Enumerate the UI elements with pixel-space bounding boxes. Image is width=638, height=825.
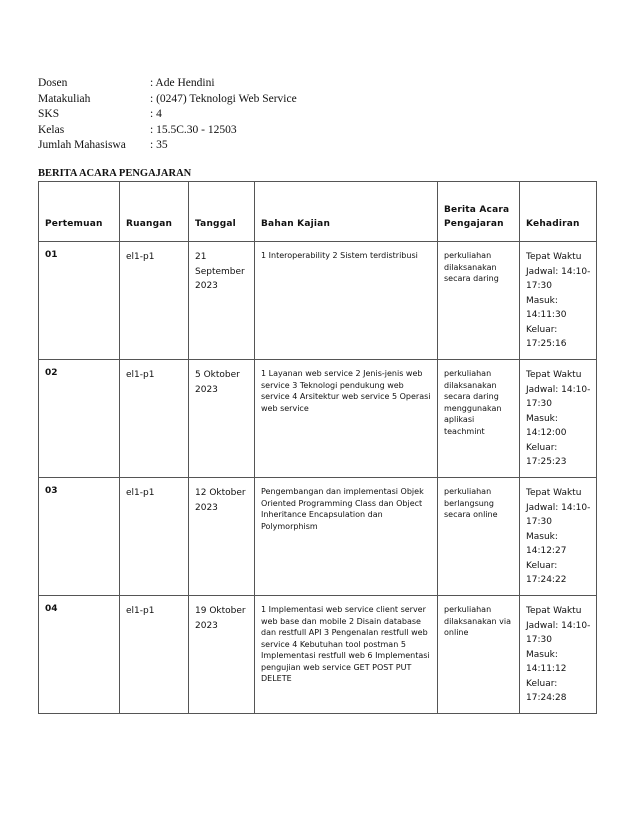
info-value: : (0247) Teknologi Web Service	[150, 92, 297, 105]
info-label: Dosen	[38, 77, 68, 89]
attendance-out: Keluar: 17:25:23	[526, 442, 567, 467]
section-title: BERITA ACARA PENGAJARAN	[38, 168, 192, 179]
info-row-sks	[38, 107, 297, 123]
teaching-report-table	[38, 181, 597, 714]
attendance-schedule: Jadwal: 14:10-17:30	[526, 266, 591, 291]
cell-kehadiran	[520, 360, 597, 478]
info-row-jumlah-mahasiswa	[38, 138, 297, 154]
cell-berita-acara: perkuliahan dilaksanakan via online	[438, 596, 520, 714]
attendance-status: Tepat Waktu	[526, 488, 582, 498]
cell-bahan-kajian: Pengembangan dan implementasi Objek Oriented Programming Class dan Object Inheritance Encapsulation dan Polymorphism	[255, 478, 438, 596]
cell-tanggal: 21 September 2023	[189, 242, 255, 360]
cell-tanggal: 5 Oktober 2023	[189, 360, 255, 478]
info-row-dosen	[38, 76, 297, 92]
cell-bahan-kajian: 1 Interoperability 2 Sistem terdistribusi	[255, 242, 438, 360]
attendance-status: Tepat Waktu	[526, 370, 582, 380]
cell-bahan-kajian: 1 Implementasi web service client server web base dan mobile 2 Disain database dan restfull API 3 Pengenalan restfull web service 4 Kebutuhan tool postman 5 Implementasi restfull web 6 Implementasi pengujian web service GET POST PUT DELETE	[255, 596, 438, 714]
attendance-in: Masuk: 14:12:00	[526, 413, 567, 438]
attendance-status: Tepat Waktu	[526, 606, 582, 616]
cell-kehadiran	[520, 478, 597, 596]
cell-berita-acara: perkuliahan berlangsung secara online	[438, 478, 520, 596]
info-label: SKS	[38, 108, 60, 120]
attendance-in: Masuk: 14:12:27	[526, 531, 567, 556]
cell-pertemuan: 01	[39, 242, 120, 360]
table-row	[39, 242, 597, 360]
info-value: : 15.5C.30 - 12503	[150, 123, 237, 136]
table-row	[39, 478, 597, 596]
info-row-matakuliah	[38, 92, 297, 108]
attendance-out: Keluar: 17:24:28	[526, 678, 567, 703]
cell-ruangan: el1-p1	[120, 596, 189, 714]
header-kehadiran: Kehadiran	[520, 182, 597, 242]
attendance-out: Keluar: 17:25:16	[526, 324, 567, 349]
header-pertemuan: Pertemuan	[39, 182, 120, 242]
header-tanggal: Tanggal	[189, 182, 255, 242]
cell-tanggal: 12 Oktober 2023	[189, 478, 255, 596]
cell-pertemuan: 02	[39, 360, 120, 478]
cell-kehadiran	[520, 596, 597, 714]
cell-ruangan: el1-p1	[120, 478, 189, 596]
cell-bahan-kajian: 1 Layanan web service 2 Jenis-jenis web service 3 Teknologi pendukung web service 4 Arsitektur web service 5 Operasi web service	[255, 360, 438, 478]
attendance-schedule: Jadwal: 14:10-17:30	[526, 620, 591, 645]
cell-ruangan: el1-p1	[120, 360, 189, 478]
table-header-row	[39, 182, 597, 242]
info-value: : 4	[150, 108, 162, 120]
attendance-schedule: Jadwal: 14:10-17:30	[526, 384, 591, 409]
attendance-in: Masuk: 14:11:30	[526, 295, 567, 320]
info-label: Jumlah Mahasiswa	[38, 139, 126, 151]
header-berita-acara: Berita Acara Pengajaran	[438, 182, 520, 242]
cell-pertemuan: 04	[39, 596, 120, 714]
cell-berita-acara: perkuliahan dilaksanakan secara daring	[438, 242, 520, 360]
header-ruangan: Ruangan	[120, 182, 189, 242]
info-label: Kelas	[38, 123, 65, 136]
info-label: Matakuliah	[38, 92, 91, 105]
cell-tanggal: 19 Oktober 2023	[189, 596, 255, 714]
cell-pertemuan: 03	[39, 478, 120, 596]
table-row	[39, 360, 597, 478]
header-bahan-kajian: Bahan Kajian	[255, 182, 438, 242]
attendance-schedule: Jadwal: 14:10-17:30	[526, 502, 591, 527]
cell-kehadiran	[520, 242, 597, 360]
info-value: : Ade Hendini	[150, 77, 215, 89]
info-value: : 35	[150, 139, 168, 151]
attendance-out: Keluar: 17:24:22	[526, 560, 567, 585]
attendance-in: Masuk: 14:11:12	[526, 649, 567, 674]
course-info	[38, 76, 297, 154]
attendance-status: Tepat Waktu	[526, 252, 582, 262]
cell-berita-acara: perkuliahan dilaksanakan secara daring menggunakan aplikasi teachmint	[438, 360, 520, 478]
info-row-kelas	[38, 123, 297, 139]
table-row	[39, 596, 597, 714]
cell-ruangan: el1-p1	[120, 242, 189, 360]
